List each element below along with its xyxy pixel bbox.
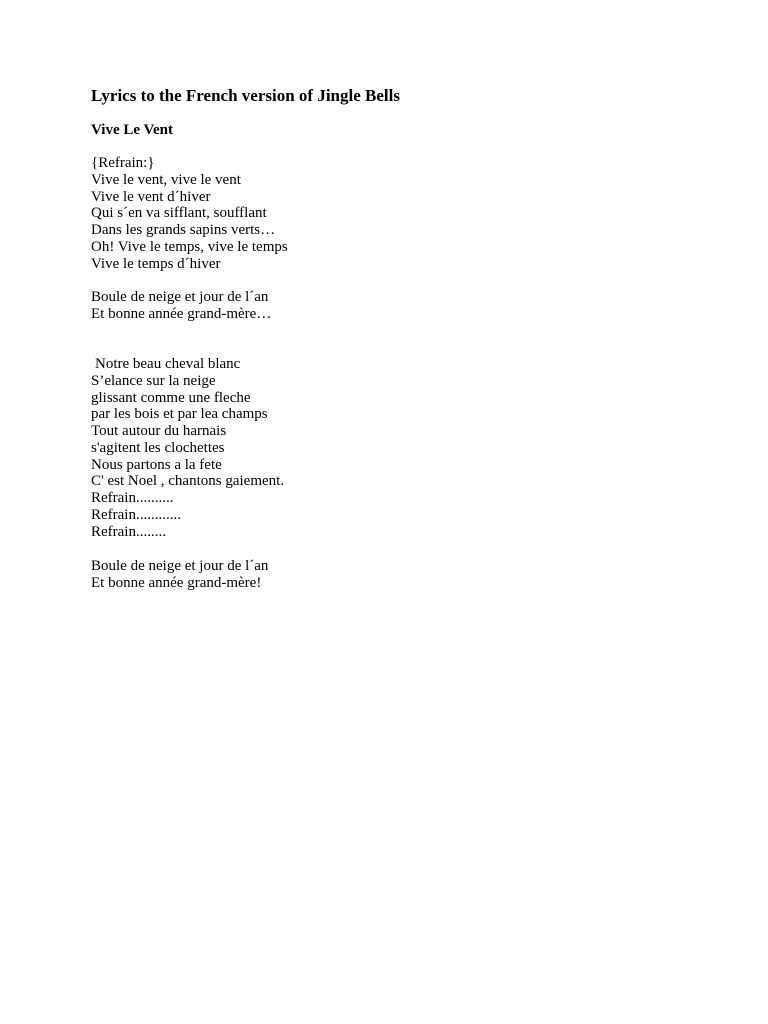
document-title: Lyrics to the French version of Jingle Bells	[91, 86, 400, 105]
closing-stanza-second	[91, 558, 268, 592]
verse-stanza	[91, 356, 284, 540]
song-title: Vive Le Vent	[91, 122, 173, 138]
lyric-line: Boule de neige et jour de l´an	[91, 289, 269, 305]
lyric-line: Tout autour du harnais	[91, 423, 227, 439]
lyric-line: S’elance sur la neige	[91, 372, 216, 389]
lyric-line: Notre beau cheval blanc	[95, 356, 241, 372]
lyric-line: glissant comme une fleche	[91, 389, 251, 406]
lyric-line: Qui s´en va sifflant, soufflant	[91, 205, 267, 222]
refrain-marker: Refrain..........	[91, 490, 174, 506]
lyric-line: {Refrain:}	[91, 155, 155, 171]
refrain-stanza	[91, 155, 288, 272]
refrain-marker: Refrain............	[91, 506, 181, 523]
lyric-line: Vive le vent, vive le vent	[91, 171, 241, 188]
lyric-line: Boule de neige et jour de l´an	[91, 558, 269, 574]
lyric-line: Et bonne année grand-mère…	[91, 305, 272, 322]
lyric-line: Et bonne année grand-mère!	[91, 574, 262, 591]
lyric-line: par les bois et par lea champs	[91, 406, 268, 423]
lyric-line: Oh! Vive le temps, vive le temps	[91, 238, 288, 255]
lyric-line: Dans les grands sapins verts…	[91, 222, 276, 238]
refrain-marker: Refrain........	[91, 523, 166, 540]
lyric-line: s'agitent les clochettes	[91, 439, 225, 456]
lyric-line: C' est Noel , chantons gaiement.	[91, 473, 285, 490]
closing-stanza-first	[91, 289, 271, 323]
lyric-line: Vive le temps d´hiver	[91, 255, 221, 272]
lyric-line: Nous partons a la fete	[91, 456, 222, 473]
lyric-line: Vive le vent d´hiver	[91, 188, 211, 205]
